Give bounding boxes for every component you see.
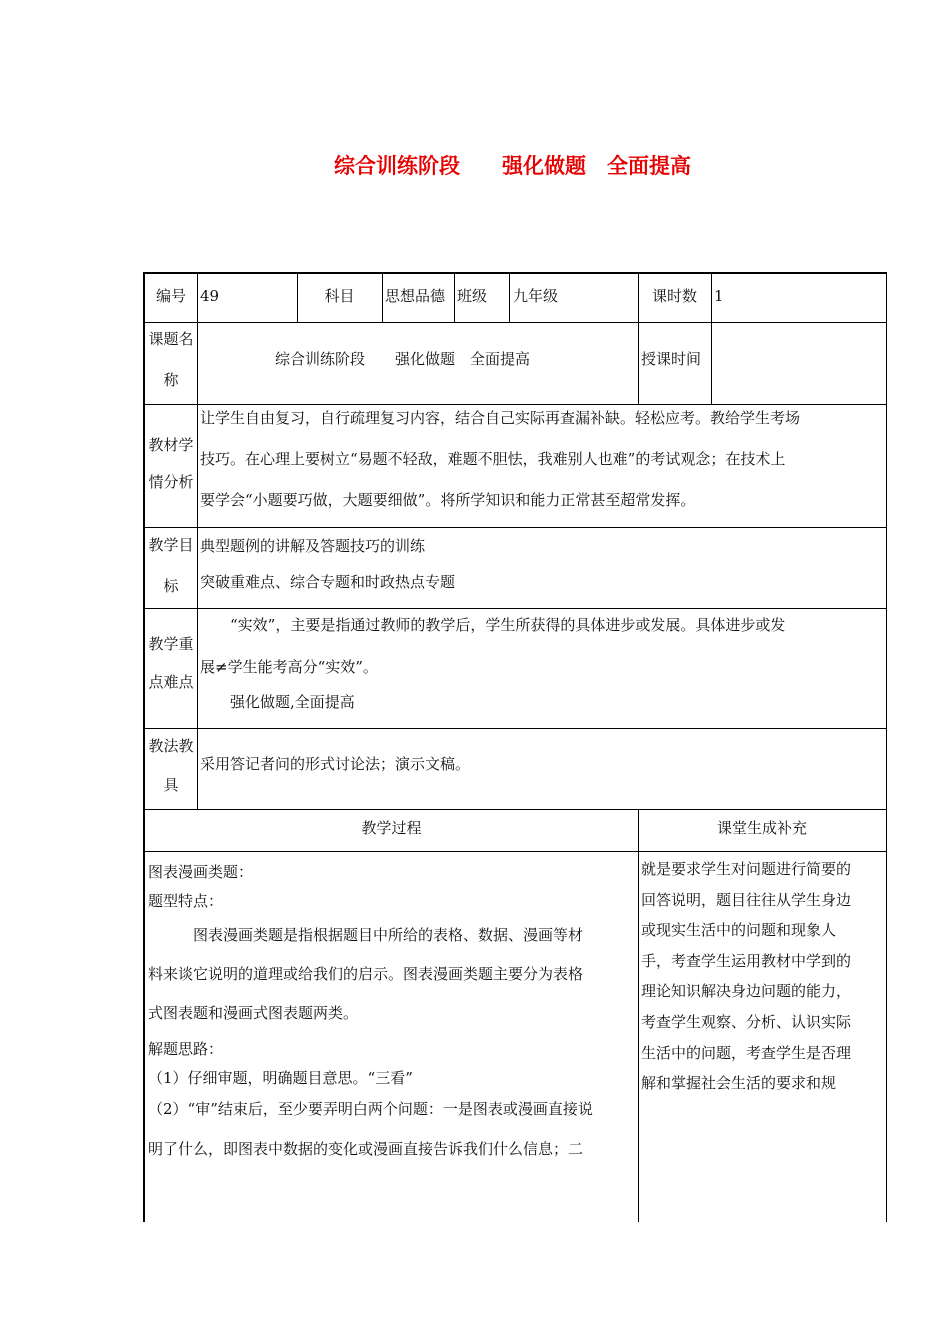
supplement-header: 课堂生成补充 bbox=[716, 819, 807, 837]
keypoint-line: 强化做题,全面提高 bbox=[200, 693, 355, 711]
column-divider bbox=[382, 274, 383, 322]
row-divider bbox=[145, 851, 886, 852]
analysis-label-line2: 情分析 bbox=[148, 473, 194, 491]
supplement-line: 回答说明，题目往往从学生身边 bbox=[641, 890, 852, 909]
banji-label: 班级 bbox=[457, 287, 488, 305]
document-title: 综合训练阶段 强化做题 全面提高 bbox=[334, 154, 691, 178]
keypoint-label-line2: 点难点 bbox=[148, 673, 194, 691]
keypoint-label-line1: 教学重 bbox=[148, 635, 194, 653]
method-label-line2: 具 bbox=[163, 776, 179, 794]
keti-label-line2: 称 bbox=[163, 371, 179, 389]
process-content bbox=[148, 858, 636, 1169]
bianhao-label: 编号 bbox=[155, 287, 186, 305]
method-label-line1: 教法教 bbox=[148, 737, 194, 755]
process-line: （2）“审”结束后，至少要弄明白两个问题：一是图表或漫画直接说 bbox=[148, 1100, 593, 1118]
goal-line: 突破重难点、综合专题和时政热点专题 bbox=[200, 573, 456, 591]
process-line: 料来谈它说明的道理或给我们的启示。图表漫画类题主要分为表格 bbox=[148, 965, 584, 983]
supplement-line: 理论知识解决身边问题的能力， bbox=[641, 982, 852, 1001]
row-divider bbox=[145, 809, 886, 810]
supplement-line: 就是要求学生对问题进行简要的 bbox=[641, 860, 852, 878]
banji-value: 九年级 bbox=[513, 287, 559, 305]
analysis-line: 要学会“小题要巧做，大题要细做”。将所学知识和能力正常甚至超常发挥。 bbox=[200, 491, 696, 509]
process-line: 解题思路： bbox=[148, 1040, 224, 1058]
column-divider bbox=[638, 809, 639, 1222]
goal-label-line1: 教学目 bbox=[148, 536, 194, 554]
keypoint-line: “实效”，主要是指通过教师的教学后，学生所获得的具体进步或发展。具体进步或发 bbox=[200, 616, 786, 634]
keti-label-line1: 课题名 bbox=[148, 330, 194, 348]
column-divider bbox=[197, 274, 198, 809]
supplement-line: 手，考查学生运用教材中学到的 bbox=[641, 951, 852, 970]
analysis-line: 让学生自由复习，自行疏理复习内容，结合自己实际再查漏补缺。轻松应考。教给学生考场 bbox=[200, 409, 801, 427]
process-line: 明了什么，即图表中数据的变化或漫画直接告诉我们什么信息；二 bbox=[148, 1140, 584, 1158]
keypoint-line: 展≠学生能考高分“实效”。 bbox=[200, 658, 378, 676]
process-line: （1）仔细审题，明确题目意思。“三看” bbox=[148, 1069, 413, 1087]
process-header: 教学过程 bbox=[361, 819, 422, 837]
process-line: 式图表题和漫画式图表题两类。 bbox=[148, 1004, 359, 1022]
row-divider bbox=[145, 608, 886, 609]
keshi-value: 1 bbox=[714, 287, 724, 305]
column-divider bbox=[711, 274, 712, 404]
column-divider bbox=[509, 274, 510, 322]
supplement-line: 生活中的问题，考查学生是否理 bbox=[641, 1043, 852, 1062]
goal-line: 典型题例的讲解及答题技巧的训练 bbox=[200, 537, 426, 555]
kemu-label: 科目 bbox=[324, 287, 355, 305]
analysis-text bbox=[200, 398, 885, 521]
lesson-topic: 综合训练阶段 强化做题 全面提高 bbox=[275, 350, 531, 368]
supplement-line: 考查学生观察、分析、认识实际 bbox=[641, 1012, 852, 1031]
bianhao-value: 49 bbox=[200, 287, 220, 305]
process-line: 图表漫画类题： bbox=[148, 863, 254, 881]
row-divider bbox=[145, 527, 886, 528]
analysis-line: 技巧。在心理上要树立“易题不轻敌，难题不胆怯，我难别人也难”的考试观念；在技术上 bbox=[200, 450, 786, 468]
row-divider bbox=[145, 322, 886, 323]
column-divider bbox=[454, 274, 455, 322]
process-line: 图表漫画类题是指根据题目中所给的表格、数据、漫画等材 bbox=[148, 926, 584, 944]
supplement-content bbox=[641, 854, 885, 1099]
row-divider bbox=[145, 728, 886, 729]
kemu-value: 思想品德 bbox=[385, 287, 446, 305]
supplement-line: 解和掌握社会生活的要求和规 bbox=[641, 1074, 837, 1093]
keshi-label: 课时数 bbox=[651, 287, 697, 305]
analysis-label-line1: 教材学 bbox=[148, 436, 194, 454]
shouke-time-label: 授课时间 bbox=[641, 350, 702, 368]
lesson-plan-table bbox=[143, 272, 887, 1222]
supplement-line: 或现实生活中的问题和现象人 bbox=[641, 921, 837, 940]
goal-label-line2: 标 bbox=[163, 577, 179, 595]
process-line: 题型特点： bbox=[148, 892, 224, 910]
method-text: 采用答记者问的形式讨论法；演示文稿。 bbox=[200, 755, 471, 773]
